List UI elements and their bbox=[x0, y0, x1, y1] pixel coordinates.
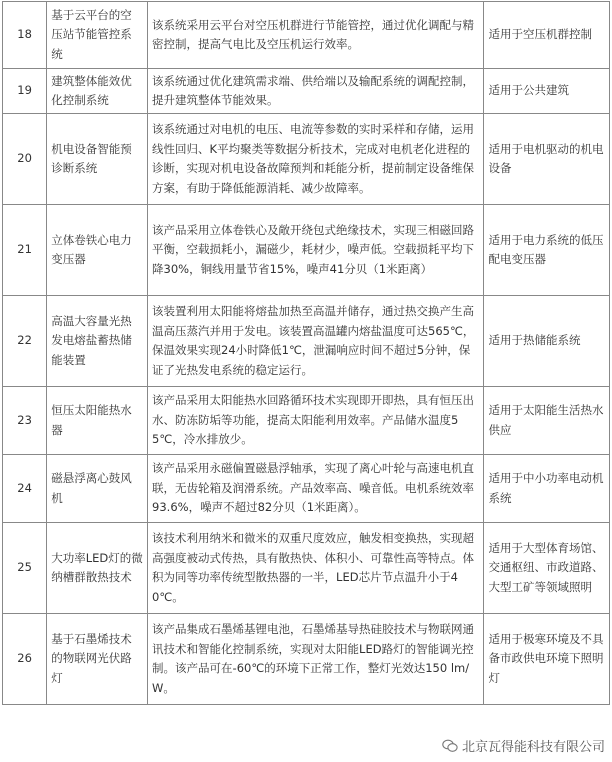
technology-name: 高温大容量光热发电熔盐蓄热储能装置 bbox=[47, 296, 148, 387]
watermark-text: 北京瓦得能科技有限公司 bbox=[461, 740, 605, 755]
row-number: 18 bbox=[3, 2, 47, 69]
technology-description: 该技术利用纳米和微米的双重尺度效应，触发相变换热，实现超高强度被动式传热，具有散热快、体积小、可靠性高等特点。体积为同等功率传统型散热器的一半，LED芯片节点温升小于40℃。 bbox=[148, 523, 484, 614]
row-number: 21 bbox=[3, 205, 47, 296]
row-number: 24 bbox=[3, 455, 47, 523]
application-scope: 适用于中小功率电动机系统 bbox=[484, 455, 610, 523]
table-row bbox=[3, 69, 610, 114]
row-number: 23 bbox=[3, 387, 47, 455]
row-number: 22 bbox=[3, 296, 47, 387]
row-number: 20 bbox=[3, 114, 47, 205]
technology-description: 该系统通过对电机的电压、电流等参数的实时采样和存储，运用线性回归、K平均聚类等数据分析技术，完成对电机老化进程的诊断，实现对机电设备故障预判和耗能分析，提前制定设备维保方案，有助于降低能源消耗、减少故障率。 bbox=[148, 114, 484, 205]
technology-name: 机电设备智能预诊断系统 bbox=[47, 114, 148, 205]
technology-name: 磁悬浮离心鼓风机 bbox=[47, 455, 148, 523]
technology-name: 立体卷铁心电力变压器 bbox=[47, 205, 148, 296]
technology-description: 该产品采用太阳能热水回路循环技术实现即开即热，具有恒压出水、防冻防垢等功能，提高太阳能利用效率。产品储水温度55℃，冷水排放少。 bbox=[148, 387, 484, 455]
table-row bbox=[3, 205, 610, 296]
table-row bbox=[3, 387, 610, 455]
table-row bbox=[3, 296, 610, 387]
table-row bbox=[3, 455, 610, 523]
row-number: 25 bbox=[3, 523, 47, 614]
application-scope: 适用于空压机群控制 bbox=[484, 2, 610, 69]
table-row bbox=[3, 523, 610, 614]
technology-description: 该系统通过优化建筑需求端、供给端以及输配系统的调配控制，提升建筑整体节能效果。 bbox=[148, 69, 484, 114]
technology-description: 该产品集成石墨烯基锂电池，石墨烯基导热硅胶技术与物联网通讯技术和智能化控制系统，实现对太阳能LED路灯的智能调光控制。该产品可在-60℃的环境下正常工作，整灯光效达150 lm/W。 bbox=[148, 614, 484, 705]
table-row bbox=[3, 614, 610, 705]
table-row bbox=[3, 2, 610, 69]
technology-description: 该系统采用云平台对空压机群进行节能管控，通过优化调配与精密控制，提高气电比及空压机运行效率。 bbox=[148, 2, 484, 69]
wechat-icon bbox=[442, 739, 458, 753]
catalog-table bbox=[2, 1, 610, 705]
row-number: 19 bbox=[3, 69, 47, 114]
technology-description: 该产品采用立体卷铁心及敞开绕包式绝缘技术，实现三相磁回路平衡，空载损耗小，漏磁少，耗材少，噪声低。空载损耗平均下降30%，铜线用量节省15%，噪声41分贝（1米距离） bbox=[148, 205, 484, 296]
watermark bbox=[439, 735, 608, 756]
technology-description: 该装置利用太阳能将熔盐加热至高温并储存，通过热交换产生高温高压蒸汽并用于发电。该装置高温罐内熔盐温度可达565℃，保温效果实现24小时降低1℃，泄漏响应时间不超过5分钟，保证了光热发电系统的稳定运行。 bbox=[148, 296, 484, 387]
table-body bbox=[3, 2, 610, 705]
row-number: 26 bbox=[3, 614, 47, 705]
table-row bbox=[3, 114, 610, 205]
application-scope: 适用于极寒环境及不具备市政供电环境下照明灯 bbox=[484, 614, 610, 705]
application-scope: 适用于热储能系统 bbox=[484, 296, 610, 387]
application-scope: 适用于大型体育场馆、交通枢纽、市政道路、大型工矿等领域照明 bbox=[484, 523, 610, 614]
application-scope: 适用于太阳能生活热水供应 bbox=[484, 387, 610, 455]
application-scope: 适用于电机驱动的机电设备 bbox=[484, 114, 610, 205]
application-scope: 适用于电力系统的低压配电变压器 bbox=[484, 205, 610, 296]
technology-name: 基于云平台的空压站节能管控系统 bbox=[47, 2, 148, 69]
technology-name: 恒压太阳能热水器 bbox=[47, 387, 148, 455]
technology-name: 建筑整体能效优化控制系统 bbox=[47, 69, 148, 114]
technology-name: 大功率LED灯的微纳槽群散热技术 bbox=[47, 523, 148, 614]
application-scope: 适用于公共建筑 bbox=[484, 69, 610, 114]
technology-name: 基于石墨烯技术的物联网光伏路灯 bbox=[47, 614, 148, 705]
technology-description: 该产品采用永磁偏置磁悬浮轴承，实现了离心叶轮与高速电机直联，无齿轮箱及润滑系统。产品效率高、噪音低。电机系统效率93.6%，噪声不超过82分贝（1米距离）。 bbox=[148, 455, 484, 523]
